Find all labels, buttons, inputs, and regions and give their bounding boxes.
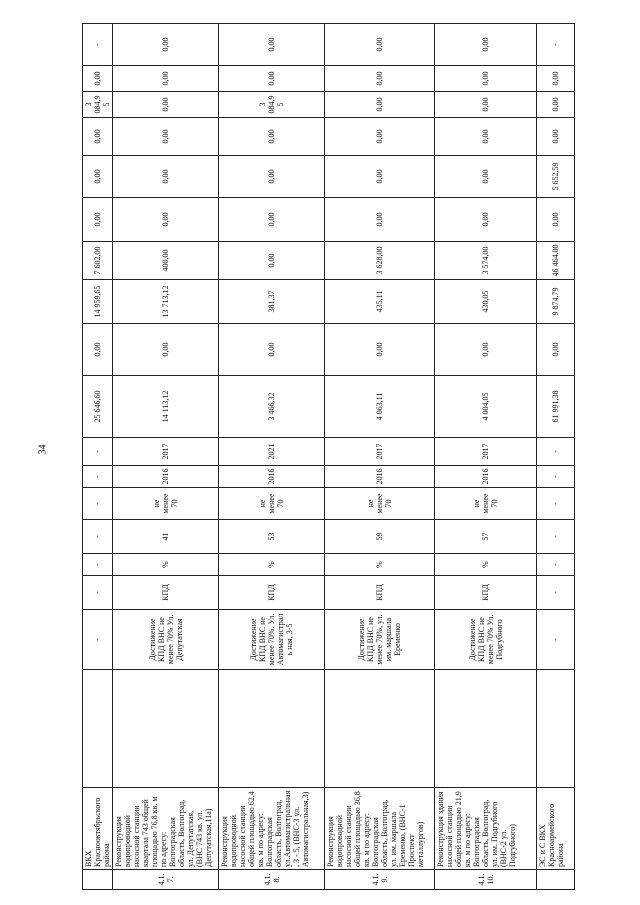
cell-total: 25 646,60 <box>83 376 113 438</box>
cell-v8: 0,00 <box>325 66 435 92</box>
cell-empty <box>219 670 325 788</box>
cell-empty <box>113 670 219 788</box>
cell-num: 4.1.7. <box>113 870 219 890</box>
cell-target: не менее 70 <box>435 488 537 520</box>
investment-table <box>82 23 575 890</box>
cell-num: 4.1.9. <box>325 870 435 890</box>
cell-v1: 0,00 <box>435 324 537 376</box>
cell-v2: 14 959,65 <box>83 280 113 324</box>
cell-name: Реконструкция водопроводной насосной станции общей площадью 62,4 кв. м по адресу: Волгоградская область, Волгоград, ул.Автомагистральная , 3 - 5, (ВНС-3 ул. Автомагистральная,3) <box>219 788 325 870</box>
cell-v4: 0,00 <box>219 198 325 242</box>
cell-v8: 0,00 <box>83 66 113 92</box>
table-row <box>537 24 575 890</box>
cell-v9: - <box>83 24 113 66</box>
cell-name: ВКХ Краснооктябрьского района <box>83 788 113 870</box>
cell-v7: 3 084,95 <box>83 92 113 118</box>
table-row <box>113 24 219 890</box>
cell-num: 4.1.8. <box>219 870 325 890</box>
cell-indicator: - <box>537 576 575 610</box>
table-row <box>219 24 325 890</box>
cell-name: Реконструкция водопроводной насосной станции квартала 743 общей площадью 76,8 кв. м по адресу: Волгоградская область, Волгоград, ул. Депутатская, (ВНС 743 кв. ул. Депутатская,11а) <box>113 788 219 870</box>
cell-v3: 46 464,00 <box>537 242 575 280</box>
cell-v4: 0,00 <box>537 198 575 242</box>
cell-end: - <box>83 438 113 466</box>
table-row <box>435 24 537 890</box>
cell-start: - <box>83 466 113 488</box>
cell-v5: 0,00 <box>113 156 219 198</box>
cell-base: 41 <box>113 520 219 554</box>
cell-v5: 0,00 <box>83 156 113 198</box>
cell-total: 61 991,38 <box>537 376 575 438</box>
cell-target: - <box>83 488 113 520</box>
cell-v2: 381,37 <box>219 280 325 324</box>
cell-goal: Достижение КПД ВНС не менее 70%. Ул. Автомагистраль ная, 3-5 <box>219 610 325 670</box>
cell-v6: 0,00 <box>83 118 113 156</box>
cell-start: 2016 <box>113 466 219 488</box>
cell-target: не менее 70 <box>325 488 435 520</box>
table-row <box>83 24 113 890</box>
cell-base: - <box>83 520 113 554</box>
cell-start: 2016 <box>325 466 435 488</box>
cell-v1: 0,00 <box>113 324 219 376</box>
cell-v3: 3 628,00 <box>325 242 435 280</box>
cell-v6: 0,00 <box>435 118 537 156</box>
cell-v7: 0,00 <box>537 92 575 118</box>
cell-v9: 0,00 <box>219 24 325 66</box>
cell-v4: 0,00 <box>435 198 537 242</box>
cell-v4: 0,00 <box>325 198 435 242</box>
cell-base: 53 <box>219 520 325 554</box>
cell-end: 2017 <box>435 438 537 466</box>
cell-start: 2016 <box>219 466 325 488</box>
cell-v4: 0,00 <box>83 198 113 242</box>
cell-unit: % <box>113 554 219 576</box>
cell-start: 2016 <box>435 466 537 488</box>
cell-total: 4 063,11 <box>325 376 435 438</box>
cell-target: не менее 70 <box>219 488 325 520</box>
cell-v9: 0,00 <box>113 24 219 66</box>
cell-v2: 13 713,12 <box>113 280 219 324</box>
cell-goal: - <box>537 610 575 670</box>
cell-v2: 9 874,79 <box>537 280 575 324</box>
cell-goal: Достижение КПД ВНС не менее 70% Ул. Депутатская <box>113 610 219 670</box>
cell-base: 59 <box>325 520 435 554</box>
cell-end: 2017 <box>113 438 219 466</box>
cell-empty <box>83 670 113 788</box>
cell-v8: 0,00 <box>113 66 219 92</box>
cell-v1: 0,00 <box>325 324 435 376</box>
cell-v3: 3 574,00 <box>435 242 537 280</box>
cell-empty <box>537 670 575 788</box>
table-row <box>325 24 435 890</box>
cell-goal: Достижение КПД ВНС не менее 70%, ул. им. маршала Еременко <box>325 610 435 670</box>
cell-v7: 0,00 <box>435 92 537 118</box>
cell-v1: 0,00 <box>83 324 113 376</box>
cell-v7: 0,00 <box>113 92 219 118</box>
cell-target: - <box>537 488 575 520</box>
cell-v6: 0,00 <box>113 118 219 156</box>
cell-v3: 0,00 <box>219 242 325 280</box>
cell-v1: 0,00 <box>537 324 575 376</box>
cell-unit: % <box>219 554 325 576</box>
cell-indicator: - <box>83 576 113 610</box>
cell-name: Реконструкция водопроводной насосной станции общей площадью 36,8 кв. м по адресу: Волгоградская область, Волгоград, ул. им. маршала Еременко, (ВНС-1 Проспект металлургов) <box>325 788 435 870</box>
cell-unit: % <box>325 554 435 576</box>
page-number: 34 <box>37 444 49 455</box>
cell-num <box>537 870 575 890</box>
cell-v5: 0,00 <box>435 156 537 198</box>
cell-indicator: КПД <box>219 576 325 610</box>
cell-v9: - <box>537 24 575 66</box>
cell-start: - <box>537 466 575 488</box>
cell-v3: 7 602,00 <box>83 242 113 280</box>
cell-v8: 0,00 <box>435 66 537 92</box>
cell-indicator: КПД <box>435 576 537 610</box>
cell-empty <box>435 670 537 788</box>
cell-v6: 0,00 <box>219 118 325 156</box>
cell-base: - <box>537 520 575 554</box>
cell-v6: 0,00 <box>537 118 575 156</box>
cell-v5: 5 652,59 <box>537 156 575 198</box>
cell-name: ЭС и С ВКХ Красноармейского района <box>537 788 575 870</box>
cell-end: 2021 <box>219 438 325 466</box>
cell-total: 4 004,05 <box>435 376 537 438</box>
cell-v2: 435,11 <box>325 280 435 324</box>
cell-v9: 0,00 <box>435 24 537 66</box>
cell-v1: 0,00 <box>219 324 325 376</box>
cell-v8: 0,00 <box>219 66 325 92</box>
cell-unit: - <box>83 554 113 576</box>
cell-base: 57 <box>435 520 537 554</box>
cell-v5: 0,00 <box>325 156 435 198</box>
cell-total: 14 113,12 <box>113 376 219 438</box>
cell-empty <box>325 670 435 788</box>
cell-num: 4.1.10. <box>435 870 537 890</box>
cell-indicator: КПД <box>113 576 219 610</box>
cell-goal: Достижение КПД ВНС не менее 70% Ул. Подгубного <box>435 610 537 670</box>
cell-num <box>83 870 113 890</box>
cell-v2: 430,05 <box>435 280 537 324</box>
cell-goal: - <box>83 610 113 670</box>
cell-v9: 0,00 <box>325 24 435 66</box>
cell-v5: 0,00 <box>219 156 325 198</box>
cell-unit: - <box>537 554 575 576</box>
cell-end: - <box>537 438 575 466</box>
cell-end: 2017 <box>325 438 435 466</box>
cell-indicator: КПД <box>325 576 435 610</box>
cell-total: 3 466,32 <box>219 376 325 438</box>
cell-unit: % <box>435 554 537 576</box>
cell-v4: 0,00 <box>113 198 219 242</box>
cell-v3: 400,00 <box>113 242 219 280</box>
cell-v7: 3 084,95 <box>219 92 325 118</box>
cell-target: не менее 70 <box>113 488 219 520</box>
cell-v6: 0,00 <box>325 118 435 156</box>
cell-v7: 0,00 <box>325 92 435 118</box>
cell-v8: 0,00 <box>537 66 575 92</box>
cell-name: Реконструкция здания насосной станции общей площадью 21,9 кв. м по адресу: Волгоградская область, Волгоград, ул. им. Подгубного (ВНС-2 ул. Подгубного) <box>435 788 537 870</box>
